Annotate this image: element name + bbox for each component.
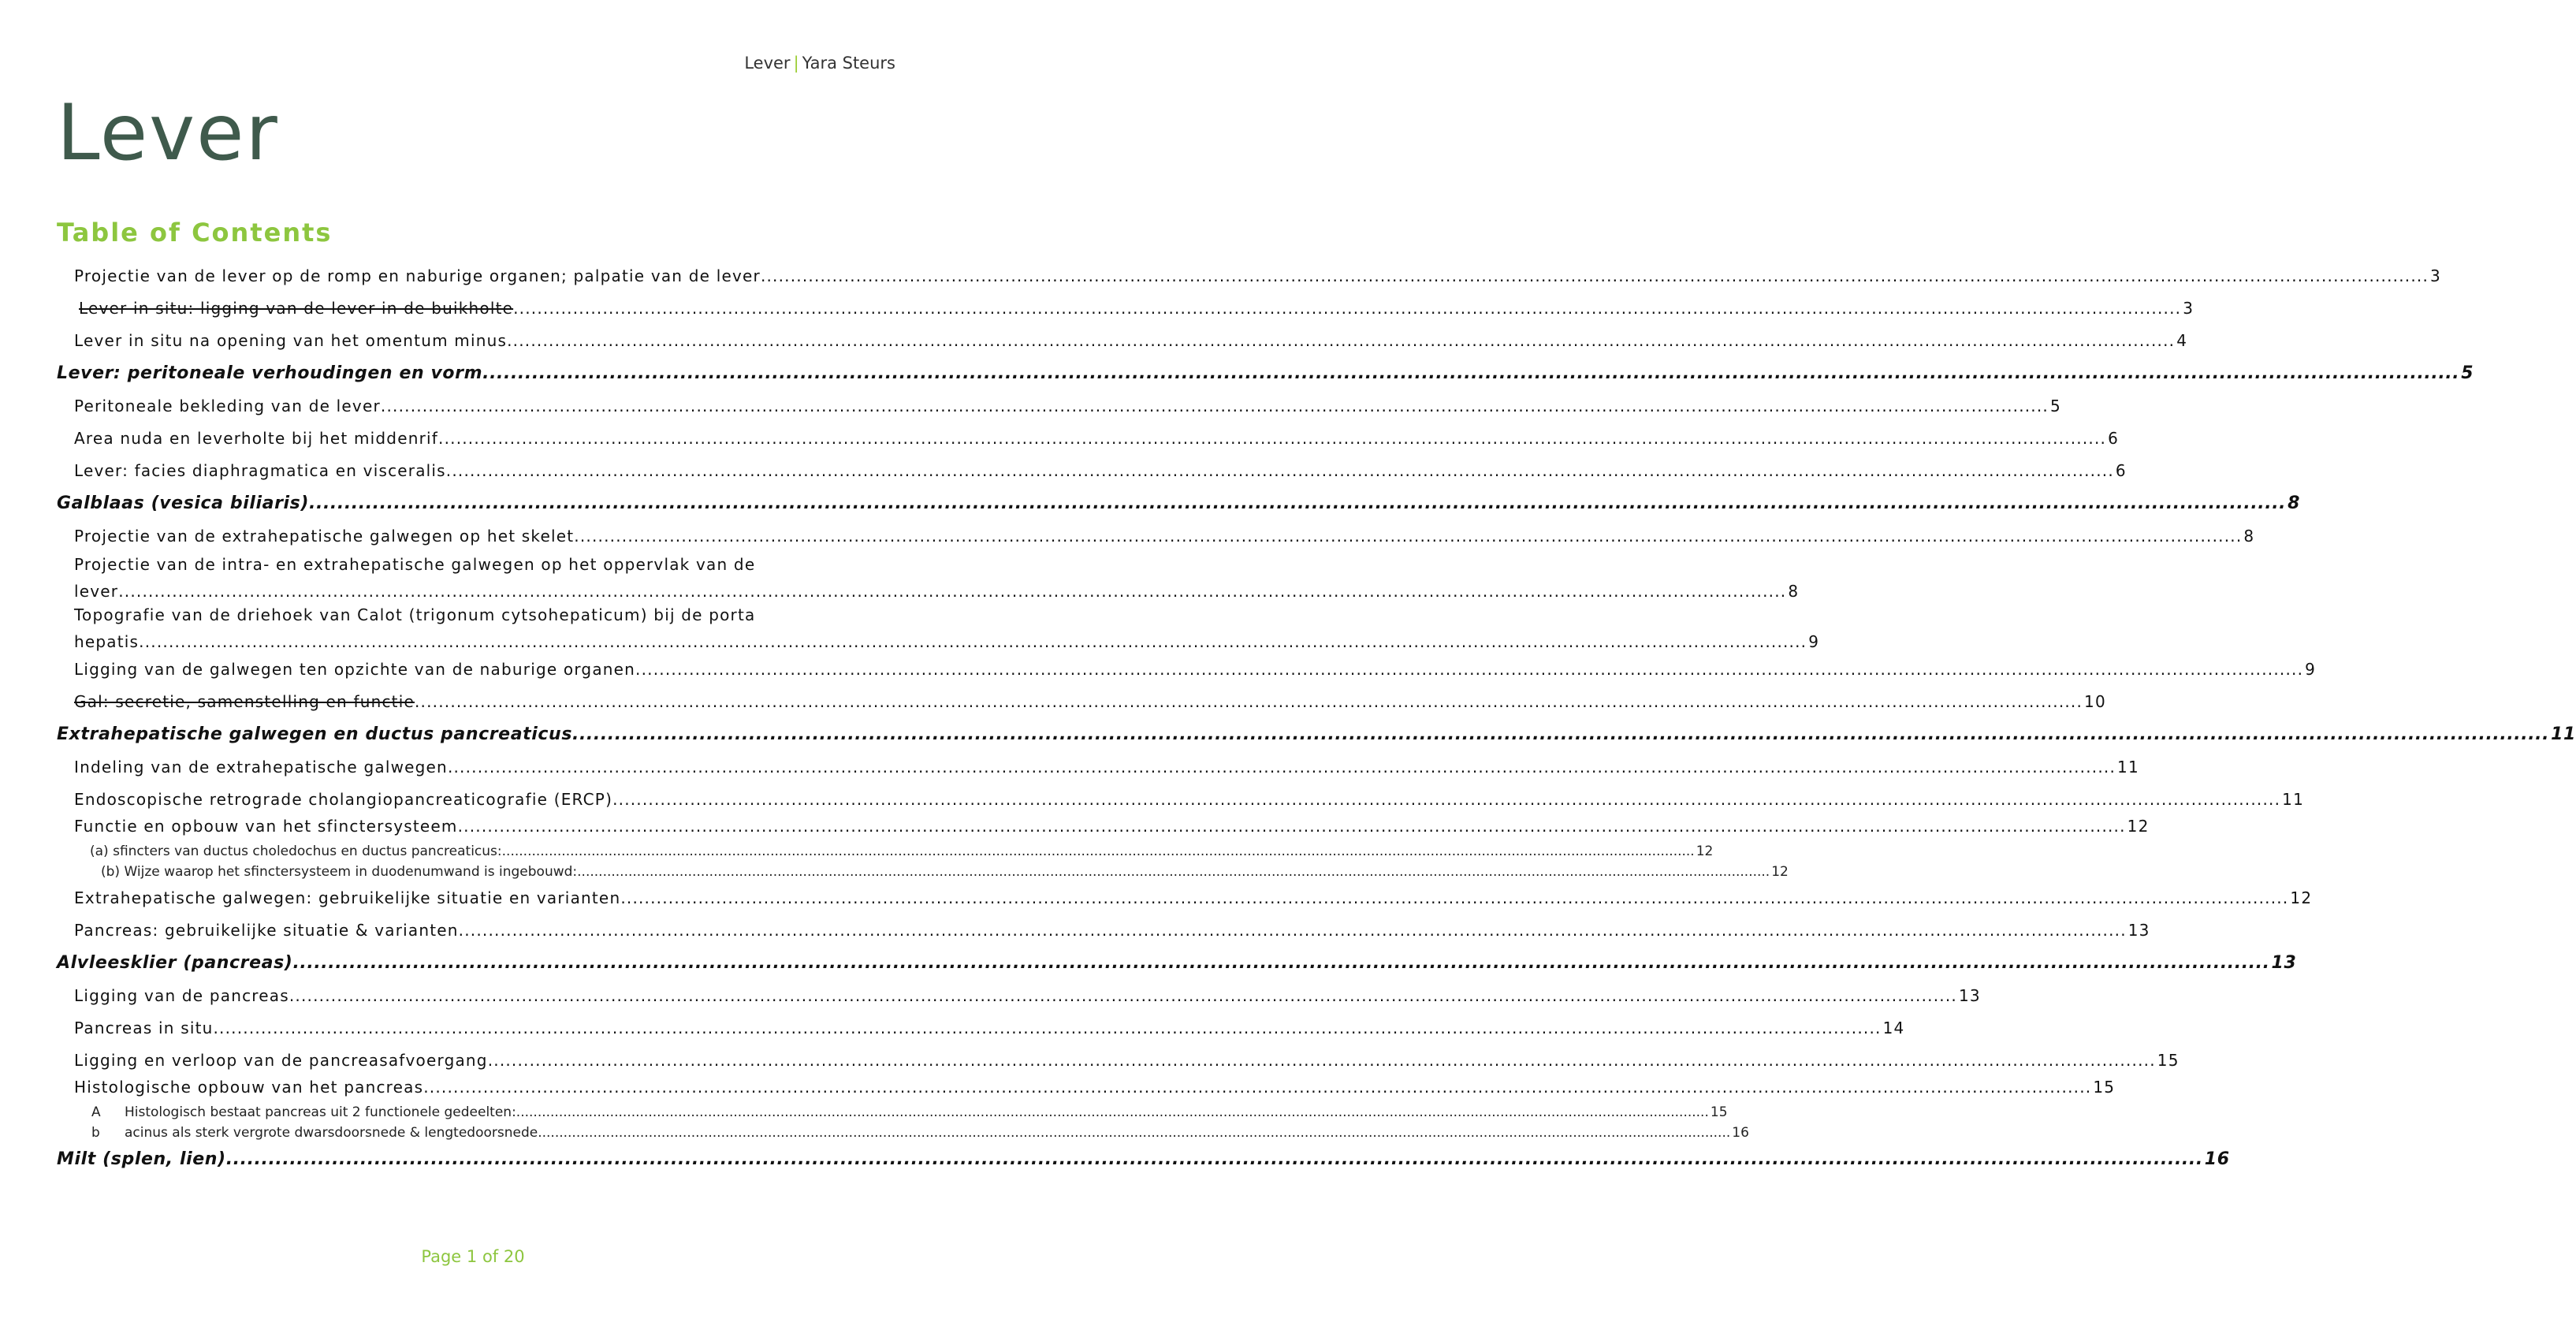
- toc-entry-text: Projectie van de lever op de romp en naburige organen; palpatie van de lever: [74, 266, 761, 285]
- toc-entry[interactable]: [57, 292, 2194, 325]
- toc-entry-page: 13: [1958, 986, 1981, 1005]
- toc-entry-text: Gal: secretie, samenstelling en functie: [74, 692, 415, 711]
- toc-entry-page: 8: [1788, 582, 1800, 601]
- toc-entry-text: Extrahepatische galwegen: gebruikelijke situatie en varianten: [74, 888, 621, 907]
- toc-section-page: 5: [2461, 363, 2474, 383]
- toc-leader: [572, 718, 2549, 751]
- page-header: [744, 54, 895, 73]
- toc-entry-page: 14: [1882, 1019, 1905, 1037]
- toc-entry[interactable]: [57, 1012, 1905, 1045]
- toc-entry[interactable]: [57, 260, 2441, 292]
- toc-entry-page: 15: [2093, 1078, 2116, 1097]
- toc-entry-page: 8: [2243, 527, 2255, 546]
- toc-entry[interactable]: [57, 1077, 2116, 1102]
- toc-section-page: 11: [2551, 724, 2576, 744]
- toc-leader: [226, 1140, 2203, 1179]
- toc-entry-text: Area nuda en leverholte bij het middenrif: [74, 429, 439, 448]
- toc-leader: [458, 811, 2126, 841]
- toc-entry-text: Ligging van de pancreas: [74, 986, 289, 1005]
- toc-subentry[interactable]: [57, 841, 1714, 862]
- toc-entry[interactable]: [57, 816, 2150, 841]
- toc-section-text: Galblaas (vesica biliaris): [57, 493, 310, 513]
- toc-entry[interactable]: [57, 751, 2139, 784]
- toc-entry-page: 3: [2183, 299, 2194, 318]
- toc-leader: [513, 292, 2181, 325]
- toc-section[interactable]: [57, 1143, 2230, 1179]
- document-title: Lever: [57, 88, 279, 178]
- toc-leader: [620, 882, 2288, 914]
- toc-entry-text: Ligging van de galwegen ten opzichte van de naburige organen: [74, 660, 636, 679]
- page-footer: Page 1 of 20: [421, 1247, 525, 1266]
- toc-leader: [423, 1072, 2091, 1102]
- toc-subentry[interactable]: [57, 1102, 1728, 1123]
- toc-entry-text: Lever in situ na opening van het omentum minus: [74, 331, 508, 350]
- toc-subentry-page: 12: [1771, 864, 1789, 880]
- toc-subentry-page: 12: [1696, 844, 1714, 859]
- toc-subentry-page: 16: [1732, 1125, 1749, 1141]
- toc-leader: [516, 1102, 1709, 1123]
- toc-leader: [309, 487, 2286, 520]
- toc-entry-text-line1: Projectie van de intra- en extrahepatische galwegen op het oppervlak van de: [74, 555, 756, 574]
- toc-entry[interactable]: [57, 603, 1820, 654]
- toc-entry-text-line2: lever: [74, 582, 119, 601]
- toc-entry-page: 13: [2127, 921, 2150, 940]
- toc-section-text: Milt (splen, lien): [57, 1149, 226, 1169]
- toc-leader: [502, 841, 1695, 862]
- toc-leader: [214, 1012, 1882, 1045]
- toc-entry-page: 15: [2157, 1051, 2180, 1070]
- toc-subentry-text: (a) sfincters van ductus choledochus en ductus pancreaticus:: [90, 844, 502, 859]
- toc-leader: [574, 520, 2242, 553]
- toc-leader: [761, 260, 2429, 292]
- toc-entry-page: 3: [2430, 266, 2441, 285]
- toc-entry[interactable]: [57, 390, 2061, 423]
- toc-subentry[interactable]: [57, 862, 1789, 882]
- toc-section[interactable]: [57, 487, 2301, 520]
- toc-entry[interactable]: [57, 455, 2127, 487]
- toc-leader: [289, 980, 1957, 1012]
- toc-entry-page: 11: [2282, 790, 2305, 809]
- toc-entry-page: 9: [2305, 660, 2317, 679]
- toc-subentry-page: 15: [1710, 1104, 1728, 1120]
- toc-entry-text: Peritoneale bekleding van de lever: [74, 397, 381, 415]
- toc-subentry-text: (b) Wijze waarop het sfinctersysteem in duodenumwand is ingebouwd:: [101, 864, 578, 880]
- toc-leader: [577, 862, 1770, 882]
- header-separator: |: [793, 54, 799, 73]
- toc-entry-text: Endoscopische retrograde cholangiopancreaticografie (ERCP): [74, 790, 613, 809]
- toc-leader: [415, 686, 2083, 718]
- toc-entry[interactable]: [57, 686, 2106, 718]
- header-doc-title: Lever: [744, 54, 791, 73]
- toc-leader: [446, 455, 2114, 487]
- toc-entry-page: 6: [2115, 461, 2127, 480]
- toc-entry-text: Pancreas: gebruikelijke situatie & varianten: [74, 921, 459, 940]
- toc-leader: [448, 751, 2116, 784]
- toc-entry[interactable]: [57, 654, 2317, 686]
- toc-section-page: 16: [2204, 1149, 2230, 1169]
- toc-subentry-marker: b: [91, 1125, 100, 1141]
- toc-subentry-label: acinus als sterk vergrote dwarsdoorsnede & lengtedoorsnede: [125, 1125, 538, 1141]
- toc-entry-text: Indeling van de extrahepatische galwegen: [74, 758, 448, 777]
- toc-subentry-text: [91, 1102, 516, 1123]
- toc-subentry-label: Histologisch bestaat pancreas uit 2 functionele gedeelten:: [125, 1104, 516, 1120]
- toc-entry-text: Ligging en verloop van de pancreasafvoergang: [74, 1051, 488, 1070]
- toc-entry-text: Histologische opbouw van het pancreas: [74, 1078, 424, 1097]
- toc-leader: [635, 654, 2303, 686]
- toc-section-text: Alvleesklier (pancreas): [57, 953, 293, 973]
- toc-section[interactable]: [57, 357, 2474, 390]
- toc-subentry-marker: A: [91, 1104, 101, 1120]
- toc-entry[interactable]: [57, 325, 2188, 357]
- toc-entry-text: Lever in situ: ligging van de lever in de buikholte: [79, 299, 514, 318]
- toc-section-page: 13: [2271, 953, 2297, 973]
- toc-leader: [139, 630, 1807, 654]
- toc-heading: Table of Contents: [57, 218, 333, 248]
- toc-entry-page: 6: [2108, 429, 2120, 448]
- toc-entry-page: 12: [2290, 888, 2313, 907]
- toc-entry[interactable]: [57, 980, 1981, 1012]
- toc-entry-page: 5: [2049, 397, 2061, 415]
- toc-entry-page: 10: [2084, 692, 2106, 711]
- toc-leader: [118, 579, 1786, 603]
- toc-entry-text-line1: Topografie van de driehoek van Calot (trigonum cytsohepaticum) bij de porta: [74, 605, 756, 624]
- toc-section[interactable]: [57, 718, 2576, 751]
- toc-entry[interactable]: [57, 553, 1800, 603]
- toc-entry-page: 9: [1808, 632, 1820, 651]
- toc-section-page: 8: [2288, 493, 2301, 513]
- toc-entry-page: 12: [2127, 817, 2150, 836]
- toc-leader: [438, 423, 2106, 455]
- table-of-contents: [57, 260, 2576, 1179]
- toc-entry-text: Functie en opbouw van het sfinctersysteem: [74, 817, 458, 836]
- toc-entry-text: Pancreas in situ: [74, 1019, 214, 1037]
- toc-entry[interactable]: [57, 423, 2120, 455]
- toc-leader: [507, 325, 2175, 357]
- toc-leader: [292, 947, 2269, 980]
- toc-entry-text: Projectie van de extrahepatische galwegen op het skelet: [74, 527, 575, 546]
- toc-entry-page: 11: [2117, 758, 2139, 777]
- toc-entry[interactable]: [57, 520, 2255, 553]
- toc-leader: [482, 357, 2459, 390]
- toc-section-text: Lever: peritoneale verhoudingen en vorm: [57, 363, 483, 383]
- toc-leader: [459, 914, 2127, 947]
- toc-entry[interactable]: [57, 914, 2150, 947]
- toc-entry-text: Lever: facies diaphragmatica en visceralis: [74, 461, 446, 480]
- toc-section-text: Extrahepatische galwegen en ductus pancreaticus: [57, 724, 573, 744]
- toc-entry[interactable]: [57, 882, 2313, 914]
- toc-entry-text-line2: hepatis: [74, 632, 140, 651]
- toc-entry-page: 4: [2176, 331, 2188, 350]
- toc-leader: [381, 390, 2049, 423]
- header-author: Yara Steurs: [802, 54, 895, 73]
- toc-section[interactable]: [57, 947, 2297, 980]
